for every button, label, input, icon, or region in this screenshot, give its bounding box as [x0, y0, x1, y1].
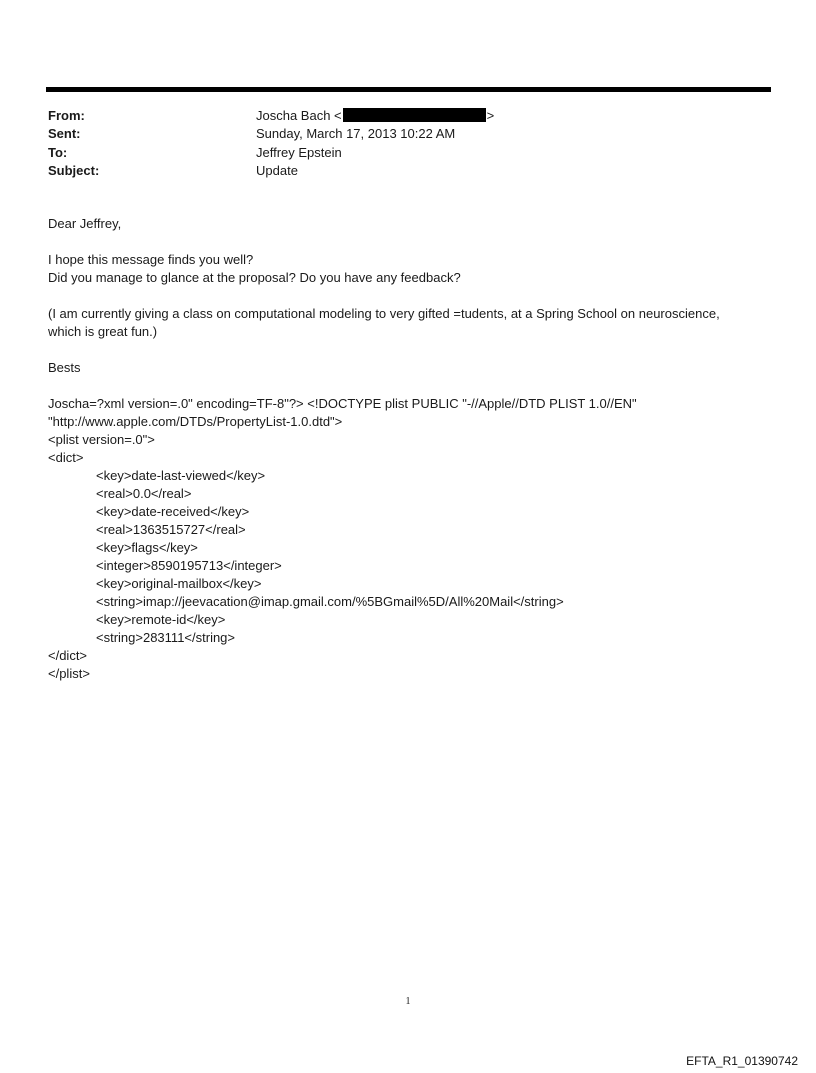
- from-label: From:: [48, 108, 85, 123]
- sent-label: Sent:: [48, 126, 81, 141]
- xml-line: Joscha=?xml version=.0" encoding=TF-8"?> <!DOCTYPE plist PUBLIC "-//Apple//DTD PLIST 1.0//EN": [48, 396, 637, 411]
- xml-line: <real>0.0</real>: [96, 486, 192, 501]
- signoff-block: [48, 359, 768, 377]
- xml-line: <key>remote-id</key>: [96, 612, 226, 627]
- from-close: >: [486, 108, 495, 123]
- bates-number: EFTA_R1_01390742: [686, 1054, 798, 1068]
- to-value: Jeffrey Epstein: [256, 145, 342, 160]
- header-rule: [46, 87, 771, 92]
- xml-line: <string>imap://jeevacation@imap.gmail.com/%5BGmail%5D/All%20Mail</string>: [96, 594, 564, 609]
- xml-line: <key>original-mailbox</key>: [96, 576, 262, 591]
- body-line: which is great fun.): [48, 324, 158, 339]
- xml-line: <dict>: [48, 450, 84, 465]
- page-number: 1: [405, 996, 411, 1007]
- xml-line: <key>flags</key>: [96, 540, 198, 555]
- body-line: (I am currently giving a class on computational modeling to very gifted =tudents, at a Spring School on neuroscience,: [48, 306, 720, 321]
- xml-line: <key>date-received</key>: [96, 504, 250, 519]
- sent-value: Sunday, March 17, 2013 10:22 AM: [256, 126, 456, 141]
- body-line: Did you manage to glance at the proposal? Do you have any feedback?: [48, 270, 461, 285]
- email-body: [48, 215, 768, 233]
- subject-label: Subject:: [48, 163, 100, 178]
- xml-line: "http://www.apple.com/DTDs/PropertyList-1.0.dtd">: [48, 414, 343, 429]
- body-line: I hope this message finds you well?: [48, 252, 254, 267]
- paragraph-1: [48, 251, 768, 287]
- xml-line: <integer>8590195713</integer>: [96, 558, 282, 573]
- xml-line: <plist version=.0">: [48, 432, 155, 447]
- from-name: Joscha Bach <: [256, 108, 342, 123]
- xml-line: <string>283111</string>: [96, 630, 236, 645]
- signoff: Bests: [48, 360, 81, 375]
- to-label: To:: [48, 145, 68, 160]
- xml-line: </dict>: [48, 648, 88, 663]
- redaction-box: [343, 108, 486, 122]
- xml-line: <real>1363515727</real>: [96, 522, 246, 537]
- xml-block: [48, 395, 768, 683]
- paragraph-2: [48, 305, 768, 341]
- xml-line: <key>date-last-viewed</key>: [96, 468, 266, 483]
- from-value: [256, 107, 494, 125]
- subject-value: Update: [256, 163, 298, 178]
- xml-line: </plist>: [48, 666, 90, 681]
- greeting: Dear Jeffrey,: [48, 216, 122, 231]
